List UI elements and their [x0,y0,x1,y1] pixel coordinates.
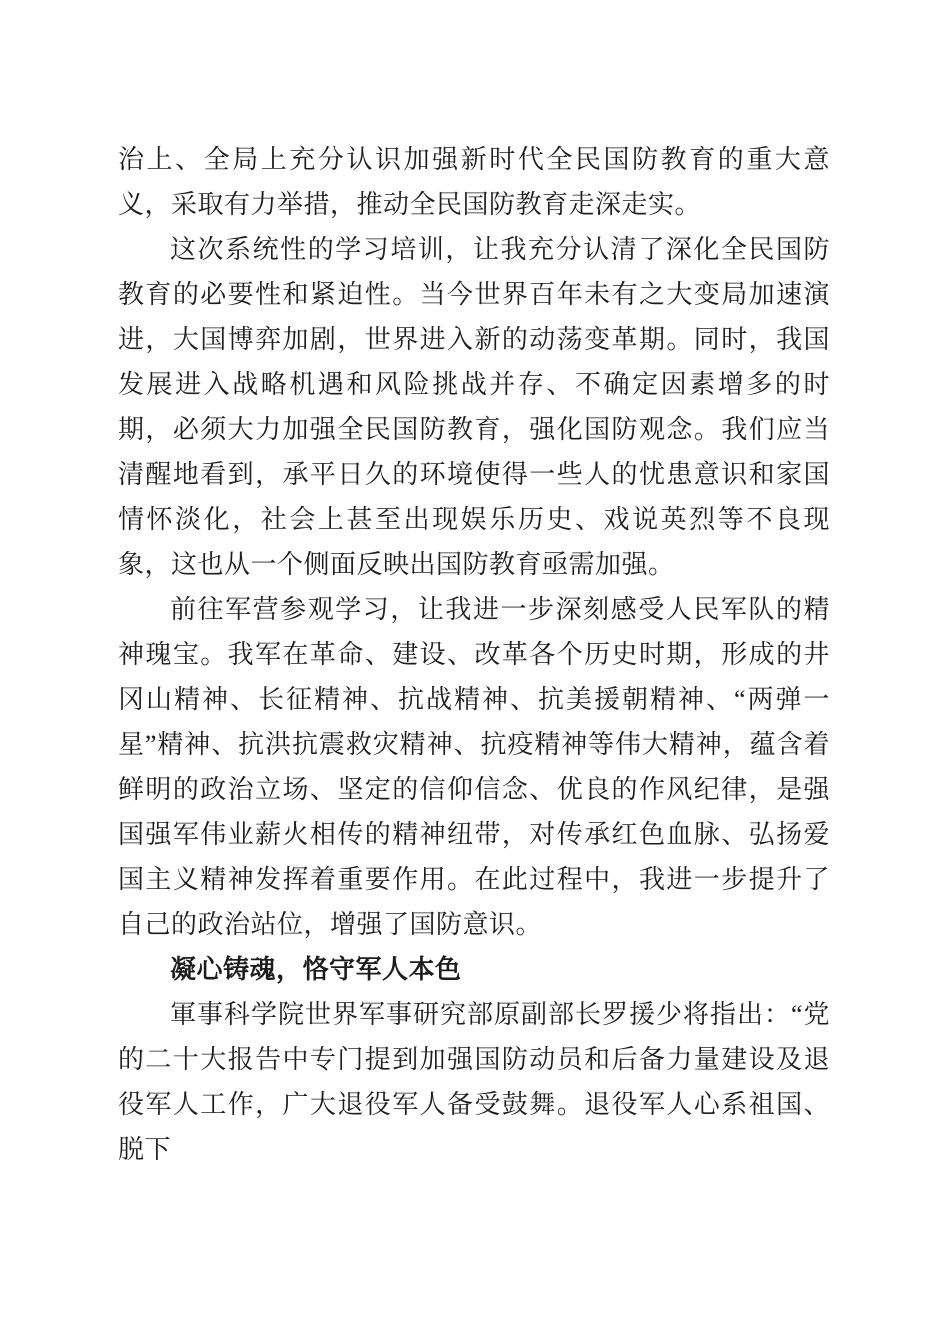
paragraph-continuation: 治上、全局上充分认识加强新时代全民国防教育的重大意义，采取有力举措，推动全民国防教育走深走实。 [118,145,830,219]
paragraph: 前往军营参观学习，让我进一步深刻感受人民军队的精神瑰宝。我军在革命、建设、改革各个历史时期，形成的井冈山精神、长征精神、抗战精神、抗美援朝精神、“两弹一星”精神、抗洪抗震救灾精神、抗疫精神等伟大精神，蕴含着鲜明的政治立场、坚定的信仰信念、优良的作风纪律，是强国强军伟业薪火相传的精神纽带，对传承红色血脉、弘扬爱国主义精神发挥着重要作用。在此过程中，我进一步提升了自己的政治站位，增强了国防意识。 [118,595,830,939]
section-subheading: 凝心铸魂，恪守军人本色 [170,955,462,984]
document-body [118,137,830,1172]
paragraph: 軍事科学院世界军事研究部原副部长罗援少将指出：“党的二十大报告中专门提到加强国防动员和后备力量建设及退役军人工作，广大退役军人备受鼓舞。退役军人心系祖国、脱下 [118,1000,830,1164]
paragraph: 这次系统性的学习培训，让我充分认清了深化全民国防教育的必要性和紧迫性。当今世界百年未有之大变局加速演进，大国博弈加剧，世界进入新的动荡变革期。同时，我国发展进入战略机遇和风险挑战并存、不确定因素增多的时期，必须大力加强全民国防教育，强化国防观念。我们应当清醒地看到，承平日久的环境使得一些人的忧患意识和家国情怀淡化，社会上甚至出现娱乐历史、戏说英烈等不良现象，这也从一个侧面反映出国防教育亟需加强。 [118,235,830,579]
